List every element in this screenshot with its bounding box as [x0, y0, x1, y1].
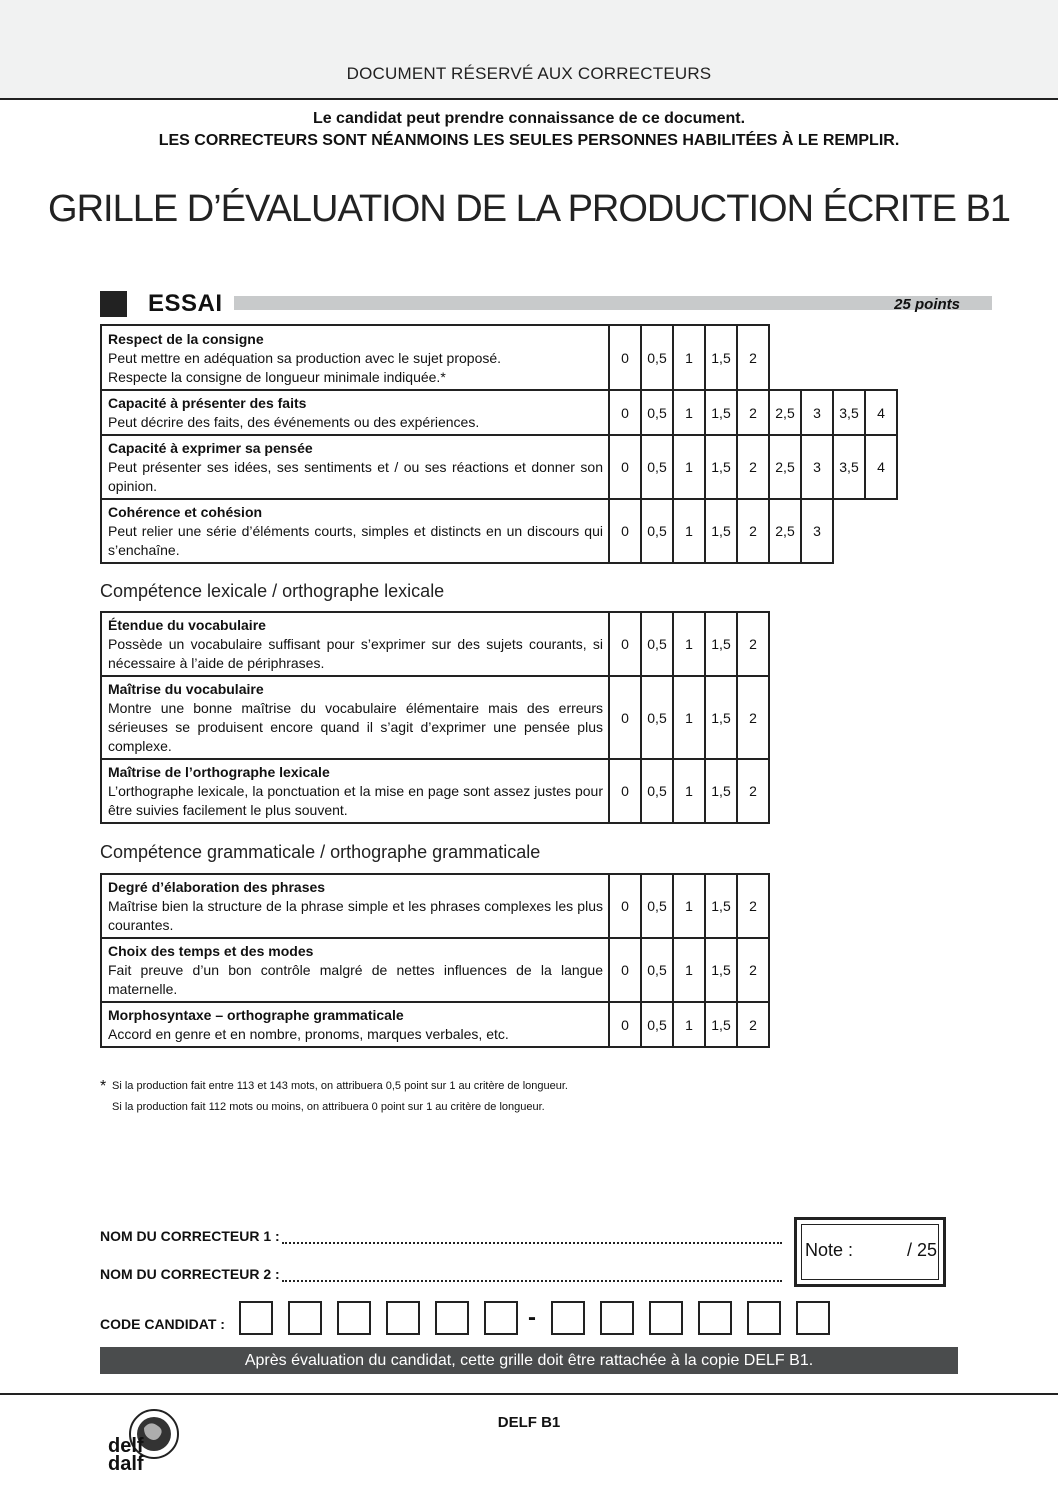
empty-cell: [833, 612, 865, 676]
empty-cell: [865, 612, 897, 676]
score-cell[interactable]: 1,5: [705, 435, 737, 499]
score-cell[interactable]: 1,5: [705, 1002, 737, 1047]
section-name: ESSAI: [148, 290, 223, 317]
score-cell[interactable]: 1: [673, 676, 705, 759]
criterion-text: Peut présenter ses idées, ses sentiments et / ou ses réactions et donner son opinion.: [108, 459, 603, 494]
empty-cell: [833, 1002, 865, 1047]
empty-cell: [769, 325, 801, 390]
code-digit-box[interactable]: [698, 1301, 732, 1335]
empty-cell: [865, 759, 897, 823]
footer-rule: [0, 1393, 1058, 1395]
delf-dalf-logo: [106, 1408, 186, 1472]
criterion-title: Capacité à présenter des faits: [108, 395, 307, 411]
notice-line1: Le candidat peut prendre connaissance de ce document.: [312, 110, 746, 127]
score-cell[interactable]: 2,5: [769, 499, 801, 563]
essai-table: [100, 324, 898, 564]
lexical-heading: Compétence lexicale / orthographe lexicale: [100, 581, 445, 601]
score-cell[interactable]: 1: [673, 612, 705, 676]
criterion-text: Montre une bonne maîtrise du vocabulaire élémentaire mais des erreurs sérieuses se produisent encore quand il s’agit d’exprimer une pensée plus complexe.: [108, 700, 603, 754]
logo-text-dalf: dalf: [108, 1453, 144, 1472]
empty-cell: [769, 1002, 801, 1047]
empty-cell: [865, 676, 897, 759]
score-cell[interactable]: 0: [609, 874, 641, 938]
code-digit-box[interactable]: [551, 1301, 585, 1335]
corrector2-field[interactable]: [100, 1266, 782, 1282]
empty-cell: [801, 676, 833, 759]
criterion-row: [101, 1002, 897, 1047]
criterion-row: [101, 938, 897, 1002]
score-cell[interactable]: 2: [737, 499, 769, 563]
score-cell[interactable]: 1: [673, 759, 705, 823]
score-cell[interactable]: 3,5: [833, 390, 865, 435]
empty-cell: [801, 759, 833, 823]
empty-cell: [833, 874, 865, 938]
empty-cell: [769, 938, 801, 1002]
criterion-row: [101, 390, 897, 435]
criterion-row: [101, 676, 897, 759]
band-label: DOCUMENT RÉSERVÉ AUX CORRECTEURS: [346, 64, 712, 83]
corrector2-label: NOM DU CORRECTEUR 2 :: [100, 1266, 280, 1282]
criterion-description: [101, 676, 609, 759]
criterion-description: [101, 612, 609, 676]
criterion-description: [101, 435, 609, 499]
score-cell[interactable]: 3: [801, 435, 833, 499]
footnote-line2: Si la production fait 112 mots ou moins, on attribuera 0 point sur 1 au critère de longueur.: [112, 1101, 545, 1113]
code-dash: -: [528, 1304, 536, 1331]
empty-cell: [833, 499, 865, 563]
criterion-title: Respect de la consigne: [108, 330, 264, 347]
header-band: [0, 0, 1058, 100]
empty-cell: [865, 938, 897, 1002]
corrector1-label: NOM DU CORRECTEUR 1 :: [100, 1228, 280, 1244]
score-cell[interactable]: 4: [865, 390, 897, 435]
criterion-text: L’orthographe lexicale, la ponctuation et la mise en page sont assez justes pour être suivies facilement le plus souvent.: [108, 783, 603, 818]
empty-cell: [833, 325, 865, 390]
empty-cell: [865, 1002, 897, 1047]
empty-cell: [865, 325, 897, 390]
score-cell[interactable]: 0: [609, 676, 641, 759]
footnote: [100, 1076, 568, 1118]
notice: [0, 108, 1058, 152]
section-points: 25 points: [894, 296, 960, 313]
score-cell[interactable]: 0,5: [641, 499, 673, 563]
empty-cell: [865, 874, 897, 938]
empty-cell: [801, 874, 833, 938]
notice-line2: LES CORRECTEURS SONT NÉANMOINS LES SEULES PERSONNES HABILITÉES À LE REMPLIR.: [158, 132, 900, 149]
code-candidat-label: CODE CANDIDAT :: [100, 1316, 225, 1332]
score-cell[interactable]: 0: [609, 435, 641, 499]
code-digit-box[interactable]: [386, 1301, 420, 1335]
criterion-text: Accord en genre et en nombre, pronoms, marques verbales, etc.: [108, 1026, 509, 1042]
criterion-row: [101, 759, 897, 823]
score-cell[interactable]: 2: [737, 1002, 769, 1047]
corrector2-line[interactable]: [282, 1268, 782, 1282]
score-cell[interactable]: 0: [609, 390, 641, 435]
empty-cell: [769, 874, 801, 938]
code-digit-box[interactable]: [649, 1301, 683, 1335]
grammatical-heading: Compétence grammaticale / orthographe grammaticale: [100, 842, 541, 862]
criterion-text: Maîtrise bien la structure de la phrase simple et les phrases complexes les plus courantes.: [108, 898, 603, 933]
score-cell[interactable]: 0,5: [641, 612, 673, 676]
criterion-row: [101, 325, 897, 390]
empty-cell: [769, 612, 801, 676]
footer-label: DELF B1: [497, 1414, 561, 1431]
score-cell[interactable]: 1,5: [705, 938, 737, 1002]
score-cell[interactable]: 0: [609, 612, 641, 676]
criterion-text: Possède un vocabulaire suffisant pour s’exprimer sur des sujets courants, si nécessaire à l’aide de périphrases.: [108, 636, 603, 671]
note-box[interactable]: [794, 1217, 946, 1287]
criterion-description: [101, 325, 609, 390]
score-cell[interactable]: 1,5: [705, 390, 737, 435]
code-digit-box[interactable]: [600, 1301, 634, 1335]
score-cell[interactable]: 0,5: [641, 325, 673, 390]
score-cell[interactable]: 0,5: [641, 390, 673, 435]
score-cell[interactable]: 2: [737, 874, 769, 938]
section-square-icon: [100, 291, 127, 317]
score-cell[interactable]: 2: [737, 612, 769, 676]
score-cell[interactable]: 2: [737, 325, 769, 390]
score-cell[interactable]: 1: [673, 938, 705, 1002]
code-digit-box[interactable]: [288, 1301, 322, 1335]
score-cell[interactable]: 2,5: [769, 435, 801, 499]
note-label: Note :: [805, 1240, 854, 1260]
score-cell[interactable]: 1: [673, 1002, 705, 1047]
code-digit-box[interactable]: [484, 1301, 518, 1335]
criterion-title: Étendue du vocabulaire: [108, 617, 266, 633]
empty-cell: [801, 612, 833, 676]
lexical-table: [100, 611, 898, 824]
empty-cell: [801, 325, 833, 390]
score-cell[interactable]: 1: [673, 435, 705, 499]
criterion-description: [101, 499, 609, 563]
score-cell[interactable]: 0,5: [641, 435, 673, 499]
score-cell[interactable]: 2: [737, 390, 769, 435]
criterion-description: [101, 390, 609, 435]
score-cell[interactable]: 1: [673, 499, 705, 563]
score-cell[interactable]: 2,5: [769, 390, 801, 435]
criterion-text: Fait preuve d’un bon contrôle malgré de nettes influences de la langue maternelle.: [108, 962, 603, 997]
note-value: / 25: [906, 1240, 937, 1260]
criterion-description: [101, 759, 609, 823]
score-cell[interactable]: 0,5: [641, 1002, 673, 1047]
score-cell[interactable]: 1: [673, 874, 705, 938]
empty-cell: [801, 938, 833, 1002]
code-digit-box[interactable]: [747, 1301, 781, 1335]
criterion-text: Peut décrire des faits, des événements ou des expériences.: [108, 414, 480, 430]
criterion-title: Degré d’élaboration des phrases: [108, 879, 326, 895]
score-cell[interactable]: 1: [673, 325, 705, 390]
corrector1-line[interactable]: [282, 1230, 782, 1244]
score-cell[interactable]: 1: [673, 390, 705, 435]
corrector1-field[interactable]: [100, 1228, 782, 1244]
score-cell[interactable]: 0,5: [641, 938, 673, 1002]
empty-cell: [801, 1002, 833, 1047]
score-cell[interactable]: 3,5: [833, 435, 865, 499]
section-bar: [234, 296, 992, 310]
score-cell[interactable]: 1,5: [705, 499, 737, 563]
code-digit-box[interactable]: [239, 1301, 273, 1335]
score-cell[interactable]: 0,5: [641, 759, 673, 823]
criterion-title: Maîtrise du vocabulaire: [108, 681, 264, 697]
score-cell[interactable]: 2: [737, 938, 769, 1002]
criterion-text: Peut mettre en adéquation sa production avec le sujet proposé. Respecte la consigne de longueur minimale indiquée.*: [108, 349, 502, 385]
score-cell[interactable]: 0,5: [641, 676, 673, 759]
criterion-row: [101, 874, 897, 938]
score-cell[interactable]: 1,5: [705, 676, 737, 759]
grammatical-table: [100, 873, 898, 1048]
empty-cell: [865, 499, 897, 563]
score-cell[interactable]: 0: [609, 325, 641, 390]
empty-cell: [769, 759, 801, 823]
criterion-description: [101, 874, 609, 938]
empty-cell: [833, 759, 865, 823]
essai-section-header: [100, 290, 960, 318]
score-cell[interactable]: 0: [609, 1002, 641, 1047]
code-digit-box[interactable]: [796, 1301, 830, 1335]
score-cell[interactable]: 1,5: [705, 759, 737, 823]
score-cell[interactable]: 0,5: [641, 874, 673, 938]
score-cell[interactable]: 0: [609, 759, 641, 823]
page-title: GRILLE D’ÉVALUATION DE LA PRODUCTION ÉCRITE B1: [48, 188, 1010, 230]
criterion-row: [101, 499, 897, 563]
score-cell[interactable]: 2: [737, 759, 769, 823]
score-cell[interactable]: 2: [737, 435, 769, 499]
score-cell[interactable]: 0: [609, 938, 641, 1002]
code-digit-box[interactable]: [435, 1301, 469, 1335]
empty-cell: [833, 938, 865, 1002]
criterion-title: Maîtrise de l’orthographe lexicale: [108, 764, 330, 780]
criterion-title: Capacité à exprimer sa pensée: [108, 440, 313, 456]
criterion-text: Peut relier une série d’éléments courts, simples et distincts en un discours qui s’enchaîne.: [108, 523, 603, 558]
score-cell[interactable]: 4: [865, 435, 897, 499]
score-cell[interactable]: 1,5: [705, 325, 737, 390]
score-cell[interactable]: 1,5: [705, 874, 737, 938]
criterion-title: Choix des temps et des modes: [108, 943, 314, 959]
score-cell[interactable]: 2: [737, 676, 769, 759]
score-cell[interactable]: 3: [801, 499, 833, 563]
score-cell[interactable]: 1,5: [705, 612, 737, 676]
bottom-banner: Après évaluation du candidat, cette grille doit être rattachée à la copie DELF B1.: [100, 1347, 958, 1374]
criterion-row: [101, 435, 897, 499]
logo-text-delf: delf: [108, 1435, 144, 1457]
criterion-title: Morphosyntaxe – orthographe grammaticale: [108, 1007, 404, 1023]
criterion-description: [101, 1002, 609, 1047]
score-cell[interactable]: 0: [609, 499, 641, 563]
criterion-title: Cohérence et cohésion: [108, 504, 263, 520]
empty-cell: [769, 676, 801, 759]
criterion-row: [101, 612, 897, 676]
footnote-star: *: [100, 1078, 107, 1095]
empty-cell: [833, 676, 865, 759]
code-digit-box[interactable]: [337, 1301, 371, 1335]
footnote-line1: Si la production fait entre 113 et 143 mots, on attribuera 0,5 point sur 1 au critère de longueur.: [112, 1080, 568, 1092]
score-cell[interactable]: 3: [801, 390, 833, 435]
criterion-description: [101, 938, 609, 1002]
